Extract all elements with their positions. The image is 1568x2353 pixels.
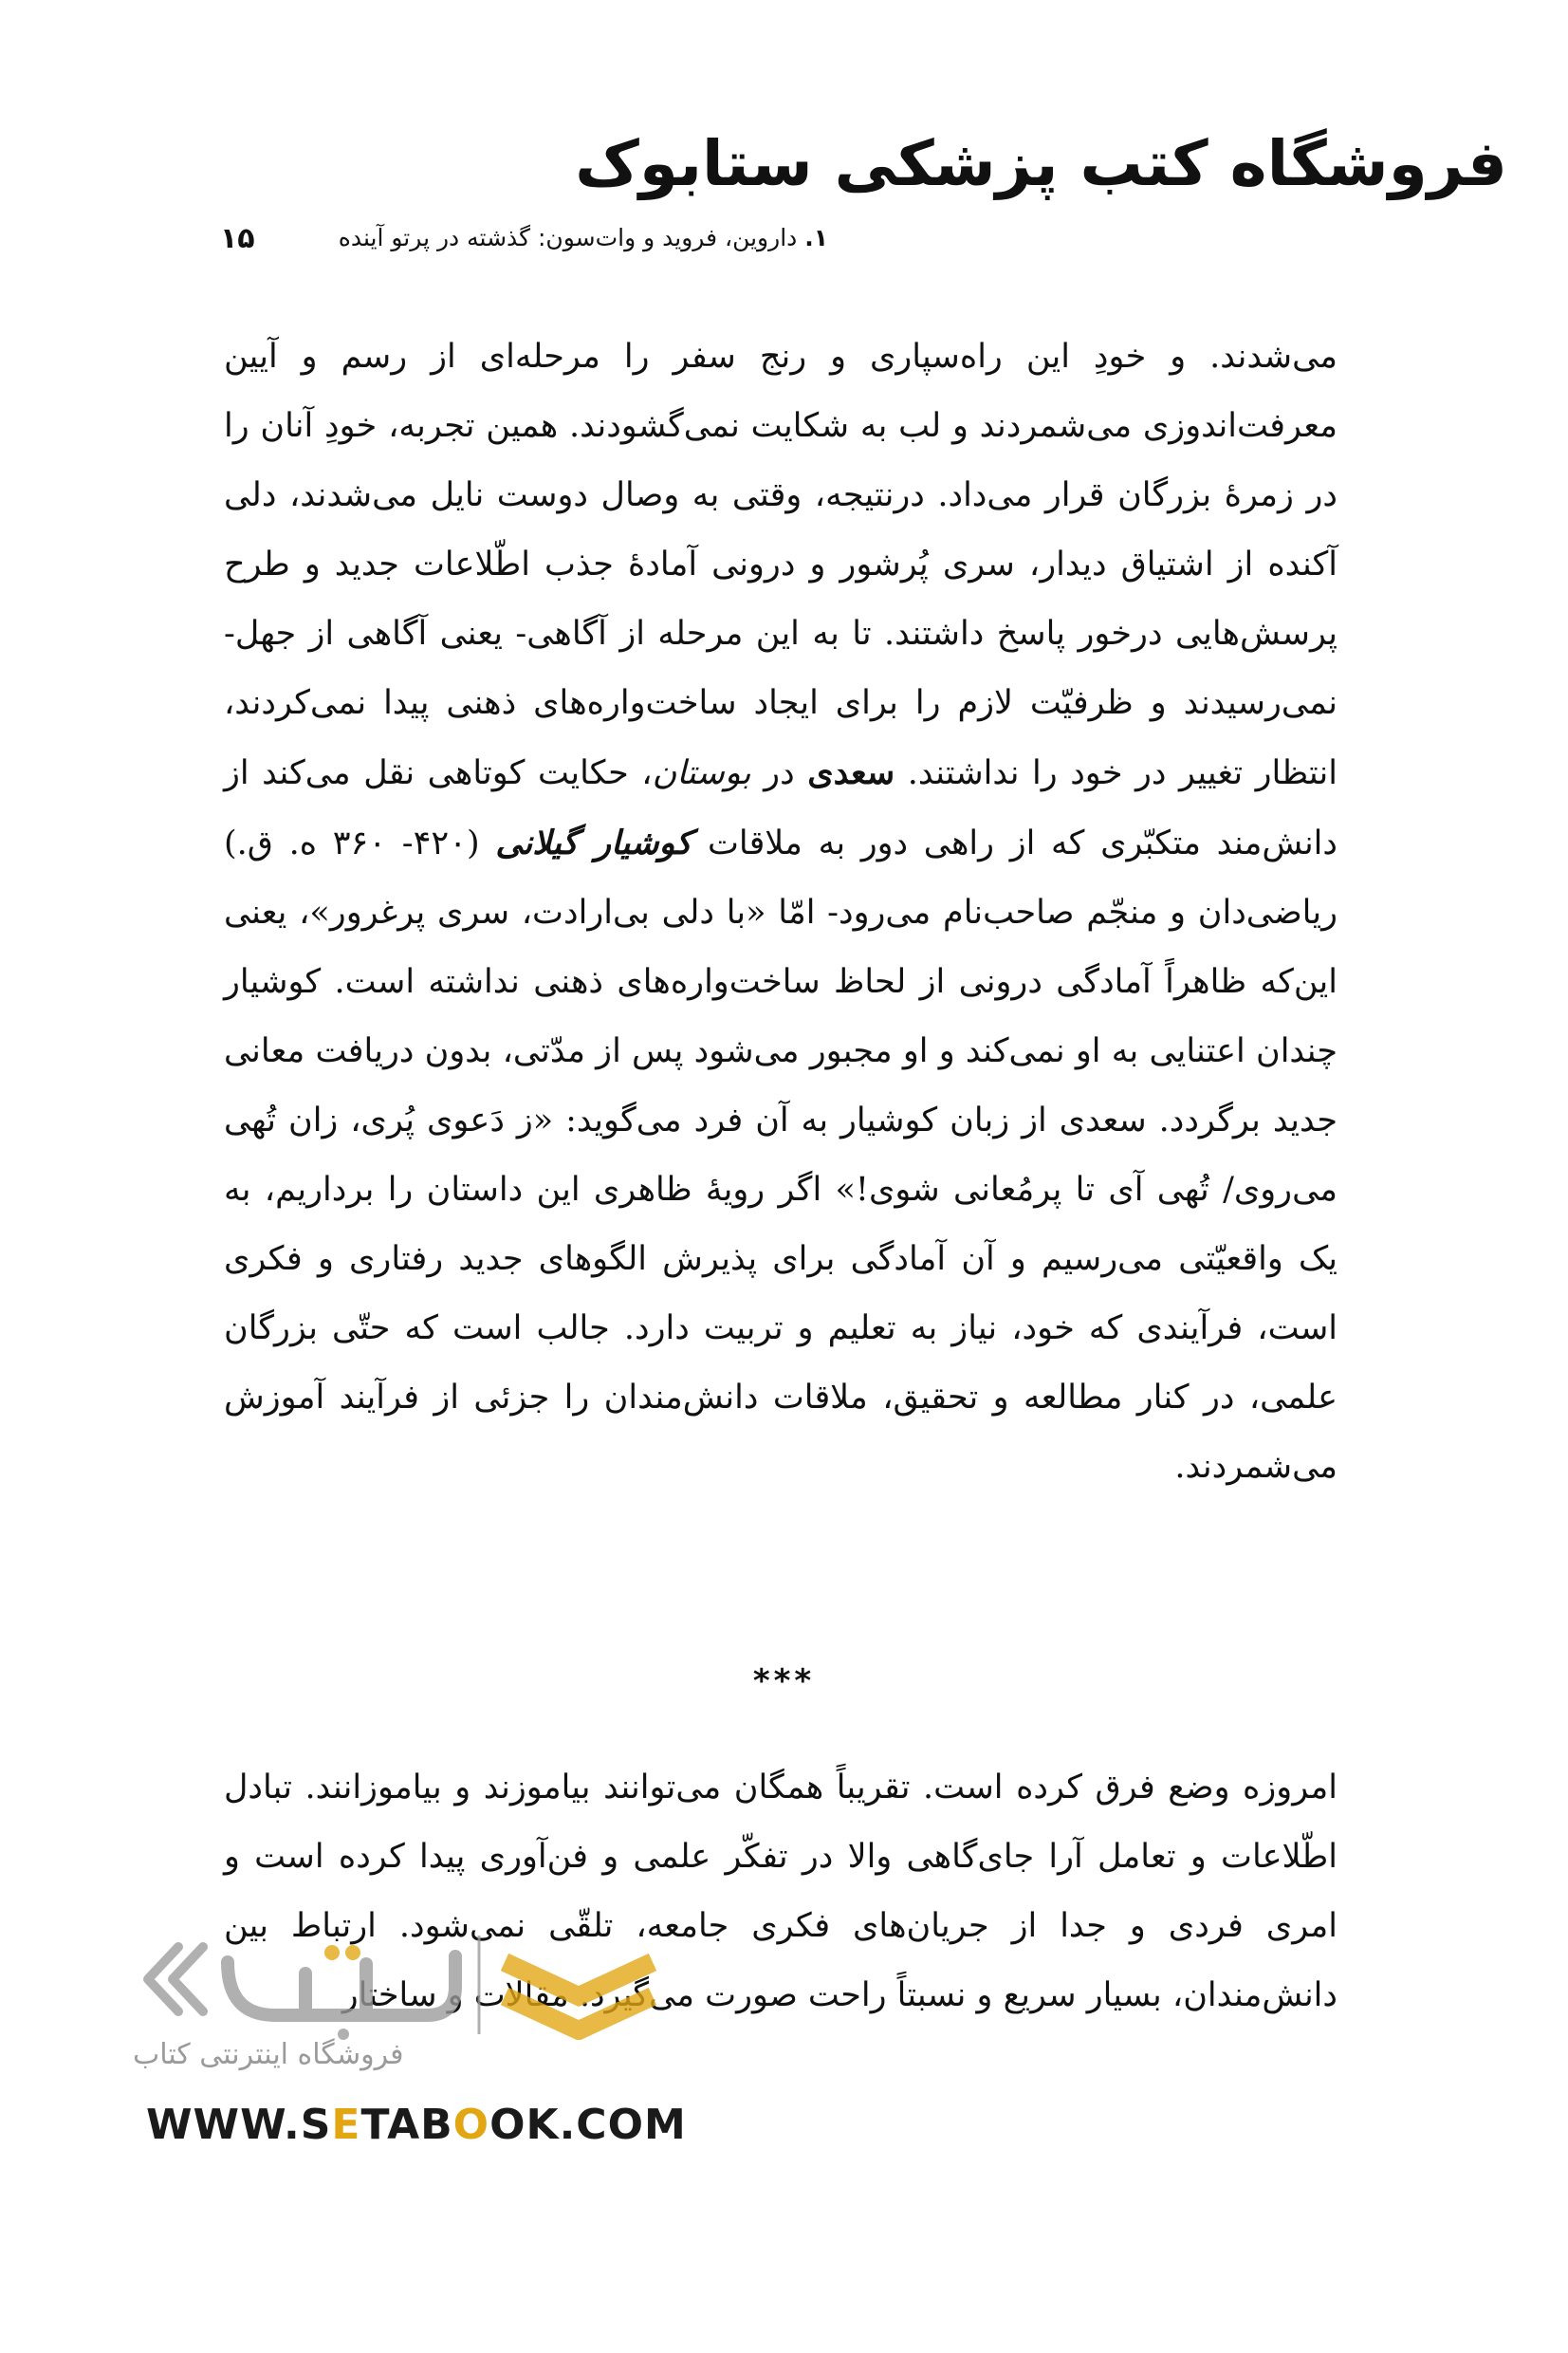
setabook-logo-icon bbox=[142, 1936, 673, 2040]
name-kushyar: کوشیار گیلانی bbox=[495, 824, 692, 862]
store-title: فروشگاه کتب پزشکی ستابوک bbox=[575, 127, 1507, 200]
name-saadi: سعدی bbox=[807, 753, 895, 792]
paragraph-1-part-a: می‌شدند. و خودِ این راه‌سپاری و رنج سفر را مرحله‌ای از رسم و آیین معرفت‌اندوزی می‌شمردند و لب به شکایت نمی‌گشودند. همین تجربه، خودِ آنان را در زمرهٔ بزرگان قرار می‌داد. درنتیجه، وقتی به وصال دوست نایل می‌شدند، دلی آکنده از اشتیاق دیدار، سری پُرشور و درونی آمادهٔ جذب اطّلاعات جدید و طرح پرسش‌هایی درخور پاسخ داشتند. تا به این مرحله از آگاهی- یعنی آگاهی از جهل- نمی‌رسیدند و ظرفیّت لازم را برای ایجاد ساخت‌واره‌های ذهنی پیدا نمی‌کردند، انتظار تغییر در خود را نداشتند. bbox=[224, 338, 1337, 792]
paragraph-1-part-c: ، حکایت کوتاهی نقل می‌کند از دانش‌مند متکبّری که از راهی دور به ملاقات bbox=[224, 754, 1337, 862]
paragraph-1-part-d: (۴۲۰- ۳۶۰ ه. ق.) ریاضی‌دان و منجّم صاحب‌نام می‌رود- امّا «با دلی بی‌ارادت، سری پرغرور»، یعنی این‌که ظاهراً آمادگی درونی از لحاظ ساخت‌واره‌های ذهنی نداشته است. کوشیار چندان اعتنایی به او نمی‌کند و او مجبور می‌شود پس از مدّتی، بدون دریافت معانی جدید برگردد. سعدی از زبان کوشیار به آن فرد می‌گوید: «ز دَعوی پُری، زان تُهی می‌روی/ تُهی آی تا پرمُعانی شوی!» اگر رویهٔ ظاهری این داستان را برداریم، به یک واقعیّتی می‌رسیم و آن آمادگی برای پذیرش الگوهای جدید رفتاری و فکری است، فرآیندی که خود، نیاز به تعلیم و تربیت دارد. جالب است که حتّی بزرگان علمی، در کنار مطالعه و تحقیق، ملاقات دانش‌مندان را جزئی از فرآیند آموزش می‌شمردند. bbox=[224, 824, 1337, 1486]
chapter-title: داروین، فروید و وات‌سون: گذشته در پرتو آینده bbox=[338, 224, 798, 251]
book-bustan: بوستان bbox=[652, 754, 751, 792]
running-header bbox=[339, 224, 828, 251]
paragraph-1-part-b: در bbox=[764, 754, 795, 792]
section-separator: *** bbox=[752, 1662, 816, 1700]
site-url-part-1: WWW.S bbox=[146, 2101, 332, 2149]
site-url[interactable] bbox=[146, 2101, 687, 2149]
body-paragraph-1 bbox=[224, 323, 1337, 1502]
setabook-watermark-logo bbox=[142, 1936, 673, 2125]
site-url-part-3: OK.COM bbox=[489, 2101, 687, 2149]
chapter-number: ۱. bbox=[804, 224, 828, 251]
watermark-tagline: فروشگاه اینترنتی کتاب bbox=[133, 2038, 404, 2071]
site-url-part-2: TAB bbox=[360, 2101, 453, 2149]
paragraph-2-text: امروزه وضع فرق کرده است. تقریباً همگان می‌توانند بیاموزند و بیاموزانند. تبادل اطّلاعات و تعامل آرا جای‌گاهی والا در تفکّر علمی و فن‌آوری پیدا کرده است و امری فردی و جدا از جریان‌های فکری جامعه، تلقّی نمی‌شود. ارتباط بین دانش‌مندان، بسیار سریع و نسبتاً راحت صورت می‌گیرد. مقالات و ساختار bbox=[224, 1769, 1337, 2014]
site-url-accent-2: O bbox=[452, 2101, 490, 2149]
site-url-accent-1: E bbox=[331, 2101, 361, 2149]
page-number: ۱۵ bbox=[220, 222, 255, 255]
